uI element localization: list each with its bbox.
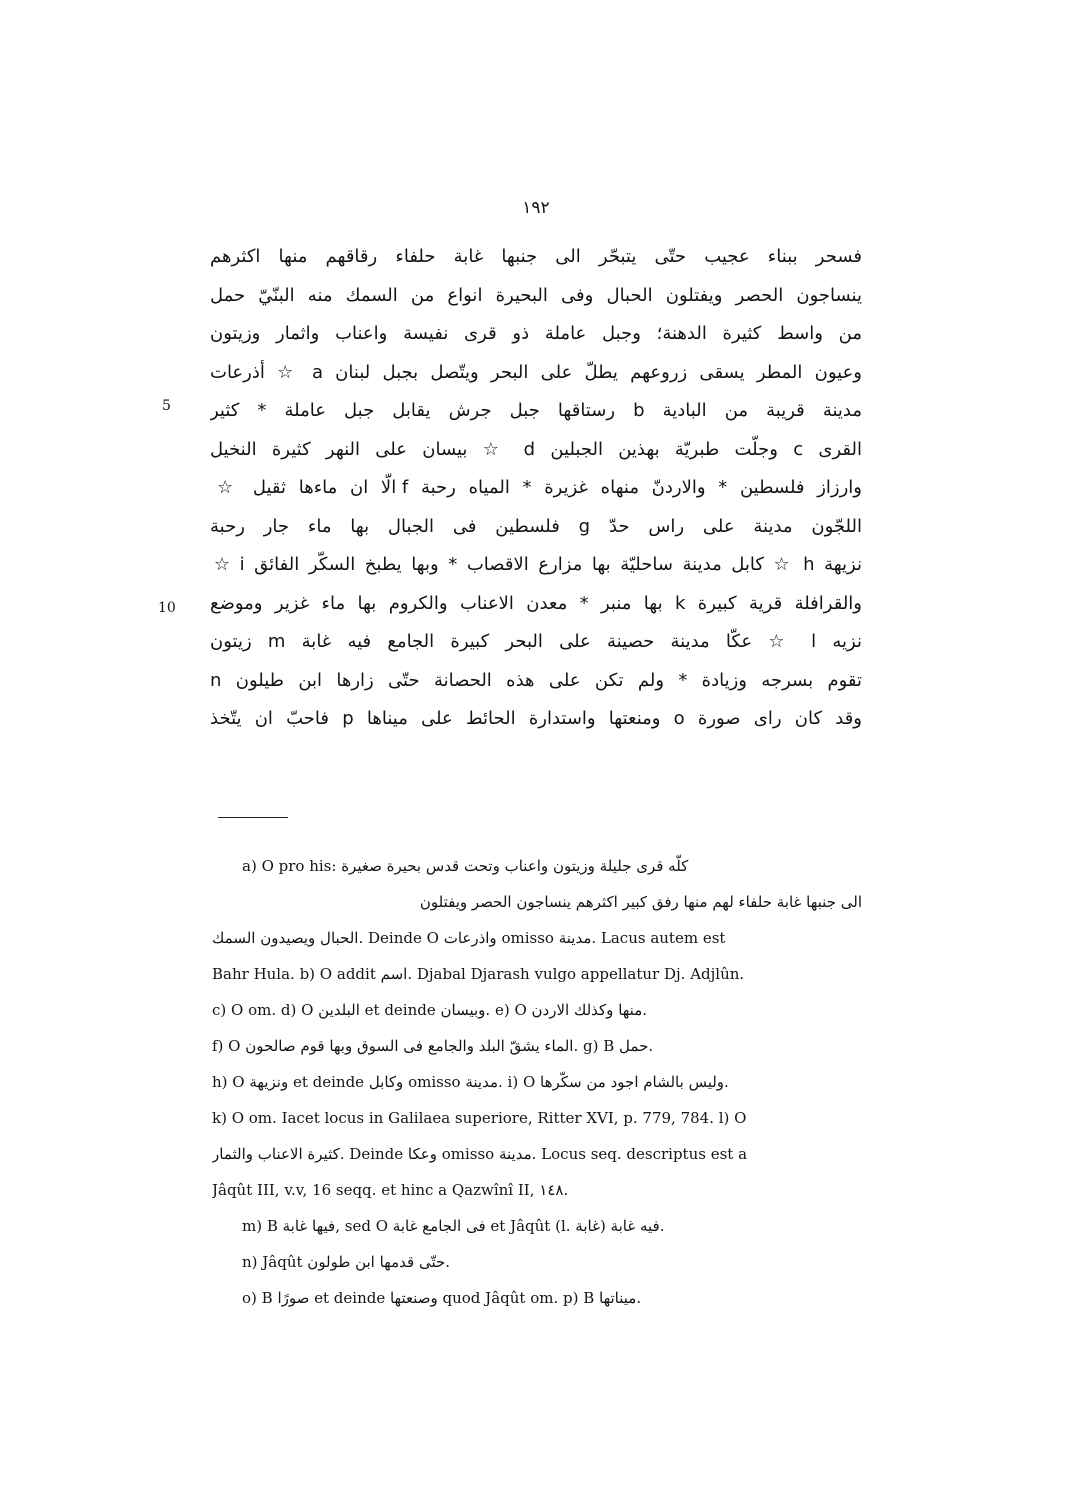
main-text-block <box>158 238 862 739</box>
footnote-line: الحبال ويصيدون السمك. Deinde O واذرعات omisso مدينة. Lacus autem est <box>212 929 726 947</box>
footnotes-block <box>212 848 862 1316</box>
main-text-line: القرى c وجلّت طبريّة بهذين الجبلين d ☆ بيسان على النهر كثيرة النخيل <box>210 438 862 460</box>
line-number-5: 5 <box>162 398 171 414</box>
footnote-line: n) Jâqût حتّى قدمها ابن طولون. <box>242 1253 451 1271</box>
footnote-line: m) B فيها غابة, sed O فى الجامع غابة et Jâqût (l. غابة) فيه غابة. <box>242 1217 665 1235</box>
footnote-line: h) O ونزيهة et deinde وكابل omisso مدينة. i) O وليس بالشام اجود من سكّرها. <box>212 1073 729 1091</box>
main-text-line: وارزاز فلسطين * والاردنّ منهاه غزيرة * المياه رحبة f الّا ان ماءها ثقيل ☆ <box>210 477 862 498</box>
main-text-line: مدينة قريبة من البادية b رستاقها جبل جرش يقابل جبل عاملة * كثير <box>210 400 862 421</box>
main-text-line: نزيه l ☆ عكّا مدينة حصينة على البحر كبيرة الجامع فيه غابة m زيتون <box>210 631 862 652</box>
footnote-line: k) O om. Iacet locus in Galilaea superiore, Ritter XVI, p. 779, 784. l) O <box>212 1109 747 1127</box>
main-text-line: اللجّون مدينة على راس حدّ g فلسطين فى الجبال بها ماء جار رحبة <box>210 515 862 537</box>
main-text-line: والقرافلة قرية كبيرة k بها منبر * معدن الاعناب والكروم بها ماء غزير وموضع <box>210 592 862 614</box>
footnote-divider <box>218 817 288 818</box>
footnote-line: f) O الماء يشقّ البلد والجامع فى السوق وبها قوم صالحون. g) B حمل. <box>212 1037 654 1055</box>
main-text-line: فسحر ببناء عجيب حتّى يتبحّر الى جنبها غابة حلفاء رقاقهم منها اكثرهم <box>210 246 862 267</box>
footnote-line: Jâqût III, v.v, 16 seqq. et hinc a Qazwînî II, ١٤٨. <box>212 1181 569 1199</box>
main-text-line: تقوم بسرجه وزيادة * ولم تكن على هذه الحصانة حتّى زارها ابن طيلون n <box>210 669 862 691</box>
footnote-line: Bahr Hula. b) O addit اسم. Djabal Djarash vulgo appellatur Dj. Adjlûn. <box>212 965 745 983</box>
footnote-line: الى جنبها غابة حلفاء لهم منها رفق كبير اكثرهم ينساجون الحصر ويفتلون <box>419 893 862 911</box>
main-text-line: من واسط كثيرة الدهنة؛ وجبل عاملة ذو قرى نفيسة واعناب واثمار وزيتون <box>210 323 862 344</box>
main-text-line: وعيون المطر يسقى زروعهم يطلّ على البحر ويتّصل بجبل لبنان a ☆ أذرعات <box>210 361 862 383</box>
main-text-line: نزيهة h ☆ كابل مدينة ساحليّة بها مزارع الاقصاب * وبها يطبخ السكّر الفائق i ☆ <box>210 554 862 575</box>
line-number-10: 10 <box>158 600 176 616</box>
page-number: ١٩٢ <box>522 198 550 218</box>
footnote-line: c) O om. d) O البلدين et deinde وبيسان. e) O منها وكذلك الاردن. <box>212 1001 648 1019</box>
footnote-line: o) B صورًا et deinde وصنعتها quod Jâqût om. p) B ميناتها. <box>242 1289 642 1307</box>
footnote-line: a) O pro his: كلّه قرى جليلة وزيتون واعناب وتحت قدس بحيرة صغيرة <box>242 857 689 875</box>
main-text-line: ينساجون الحصر ويفتلون الحبال وفى البحيرة انواع من السمك منه البنّيّ حمل <box>210 284 862 306</box>
main-text-line: وقد كان راى صورة o ومنعتها واستدارة الحائط على ميناها p فاحبّ ان يتّخذ <box>210 708 862 729</box>
footnote-line: كثيرة الاعناب والثمار. Deinde وعكا omisso مدينة. Locus seq. descriptus est a <box>212 1145 748 1163</box>
